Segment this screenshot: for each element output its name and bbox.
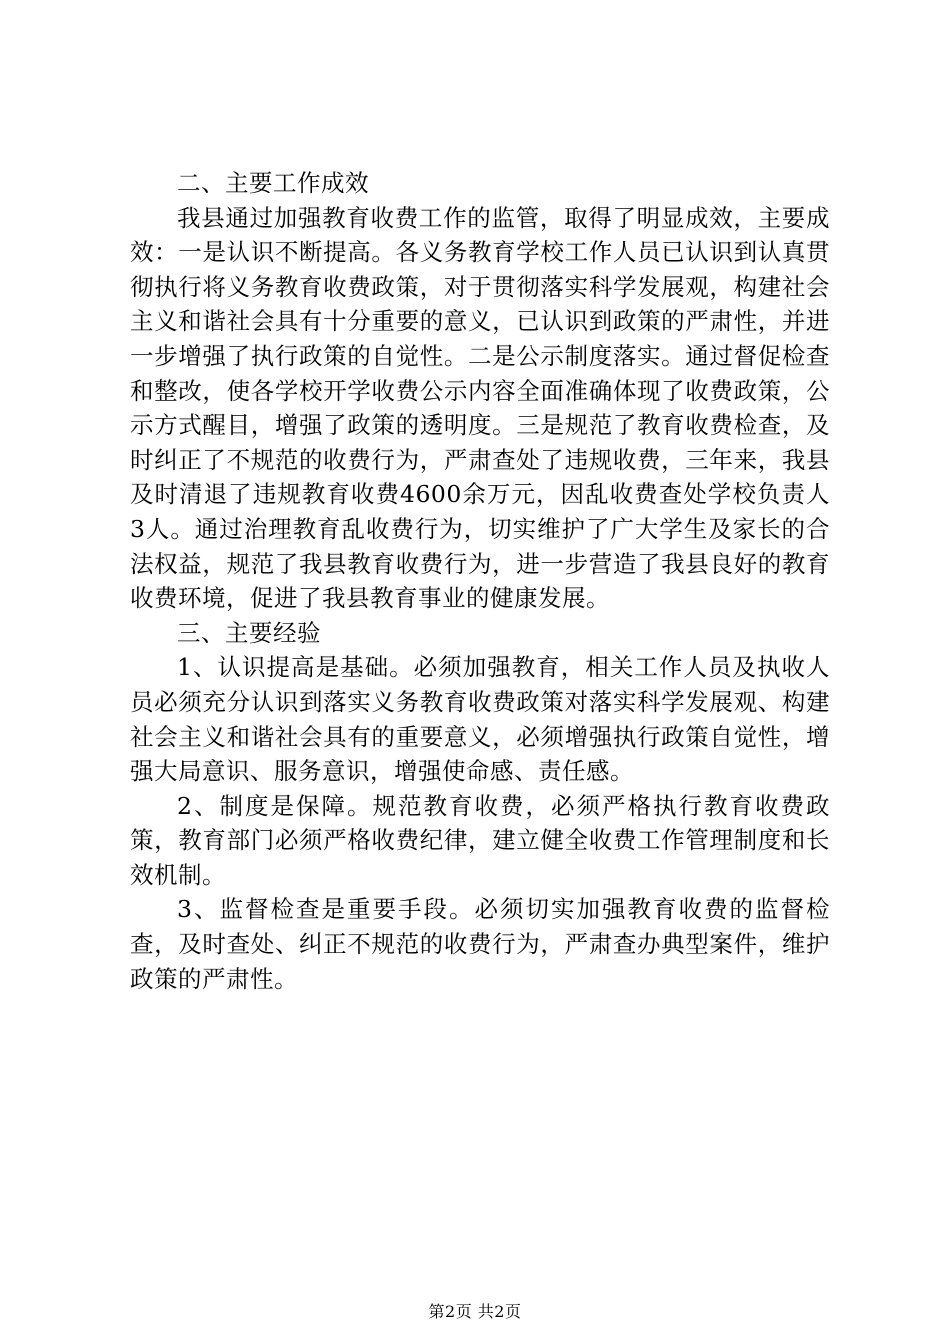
paragraph-experience-1: 1、认识提高是基础。必须加强教育，相关工作人员及执收人员必须充分认识到落实义务教育收费政策对落实科学发展观、构建社会主义和谐社会具有的重要意义，必须增强执行政策自觉性，增强大局意识、服务意识，增强使命感、责任感。: [130, 653, 830, 786]
paragraph-experience-3: 3、监督检查是重要手段。必须切实加强教育收费的监督检查，及时查处、纠正不规范的收费行为，严肃查办典型案件，维护政策的严肃性。: [130, 895, 830, 993]
section-heading-main-experience: 三、主要经验: [177, 618, 321, 647]
document-body: [130, 166, 830, 996]
page-footer-number: 第2页 共2页: [428, 1302, 522, 1321]
paragraph-main-results: 我县通过加强教育收费工作的监管，取得了明显成效，主要成效：一是认识不断提高。各义务教育学校工作人员已认识到认真贯彻执行将义务教育收费政策，对于贯彻落实科学发展观，构建社会主义和谐社会具有十分重要的意义，已认识到政策的严肃性，并进一步增强了执行政策的自觉性。二是公示制度落实。通过督促检查和整改，使各学校开学收费公示内容全面准确体现了收费政策，公示方式醒目，增强了政策的透明度。三是规范了教育收费检查，及时纠正了不规范的收费行为，严肃查处了违规收费，三年来，我县及时清退了违规教育收费4600余万元，因乱收费查处学校负责人3人。通过治理教育乱收费行为，切实维护了广大学生及家长的合法权益，规范了我县教育收费行为，进一步营造了我县良好的教育收费环境，促进了我县教育事业的健康发展。: [130, 203, 830, 613]
section-heading-main-results: 二、主要工作成效: [177, 169, 369, 197]
paragraph-experience-2: 2、制度是保障。规范教育收费，必须严格执行教育收费政策，教育部门必须严格收费纪律，建立健全收费工作管理制度和长效机制。: [130, 791, 830, 889]
